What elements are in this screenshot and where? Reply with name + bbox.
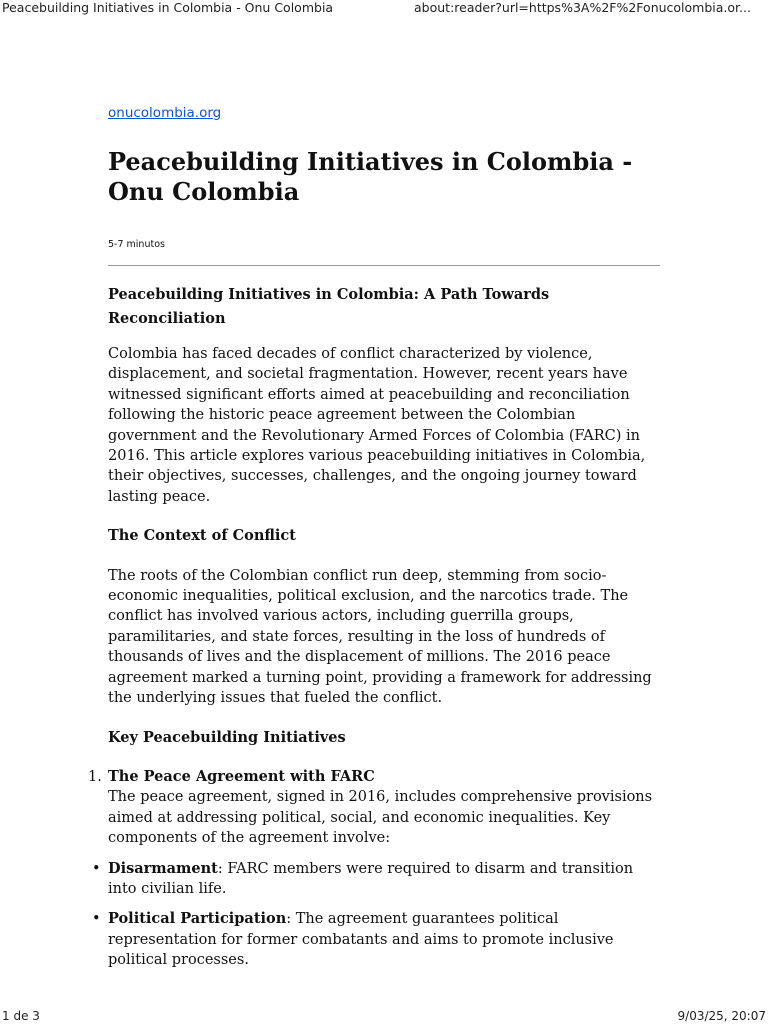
intro-paragraph: Colombia has faced decades of conflict characterized by violence, displacement, and societal fragmentation. However, recent years have witnessed significant efforts aimed at peacebuilding and reconciliation following the historic peace agreement between the Colombian government and the Revolutionary Armed Forces of Colombia (FARC) in 2016. This article explores various peacebuilding initiatives in Colombia, their objectives, successes, challenges, and the ongoing journey toward lasting peace. xyxy=(108,346,646,505)
print-header-url: about:reader?url=https%3A%2F%2Fonucolombia.or... xyxy=(414,0,751,15)
list-item xyxy=(88,767,660,849)
initiatives-heading: Key Peacebuilding Initiatives xyxy=(108,728,346,746)
print-footer xyxy=(0,1008,768,1024)
initiatives-list xyxy=(88,767,660,849)
article-subtitle: Peacebuilding Initiatives in Colombia: A Path Towards Reconciliation xyxy=(108,286,550,327)
print-header-title: Peacebuilding Initiatives in Colombia - Onu Colombia xyxy=(2,0,334,15)
list-item-title: The Peace Agreement with FARC xyxy=(108,767,375,785)
bullet-term: Disarmament xyxy=(108,859,218,877)
list-item-number: 1. xyxy=(88,768,102,785)
bullet-text: : FARC members were required to disarm and transition into civilian life. xyxy=(108,860,634,897)
reader-article xyxy=(88,102,660,981)
list-item xyxy=(92,859,660,900)
reading-time: 5-7 minutos xyxy=(108,239,165,250)
context-heading: The Context of Conflict xyxy=(108,527,296,545)
bullet-term: Political Participation xyxy=(108,910,287,928)
article-content xyxy=(88,283,660,971)
bullet-text: : The agreement guarantees political representation for former combatants and aims to promote inclusive political processes. xyxy=(108,911,614,969)
header-divider xyxy=(108,265,660,266)
components-list xyxy=(92,859,660,971)
page-number: 1 de 3 xyxy=(2,1009,40,1023)
print-header xyxy=(0,0,768,18)
bullet-icon: • xyxy=(92,911,101,928)
source-domain-link[interactable]: onucolombia.org xyxy=(108,105,222,121)
list-item xyxy=(92,909,660,970)
context-paragraph: The roots of the Colombian conflict run deep, stemming from socio-economic inequalities, political exclusion, and the narcotics trade. The conflict has involved various actors, including guerrilla groups, paramilitaries, and state forces, resulting in the loss of hundreds of thousands of lives and the displacement of millions. The 2016 peace agreement marked a turning point, providing a framework for addressing the underlying issues that fueled the conflict. xyxy=(108,567,652,707)
article-title: Peacebuilding Initiatives in Colombia - Onu Colombia xyxy=(108,147,633,206)
print-datetime: 9/03/25, 20:07 xyxy=(677,1009,766,1023)
list-item-text: The peace agreement, signed in 2016, includes comprehensive provisions aimed at addressing political, social, and economic inequalities. Key components of the agreement involve: xyxy=(108,789,653,847)
bullet-icon: • xyxy=(92,860,101,877)
